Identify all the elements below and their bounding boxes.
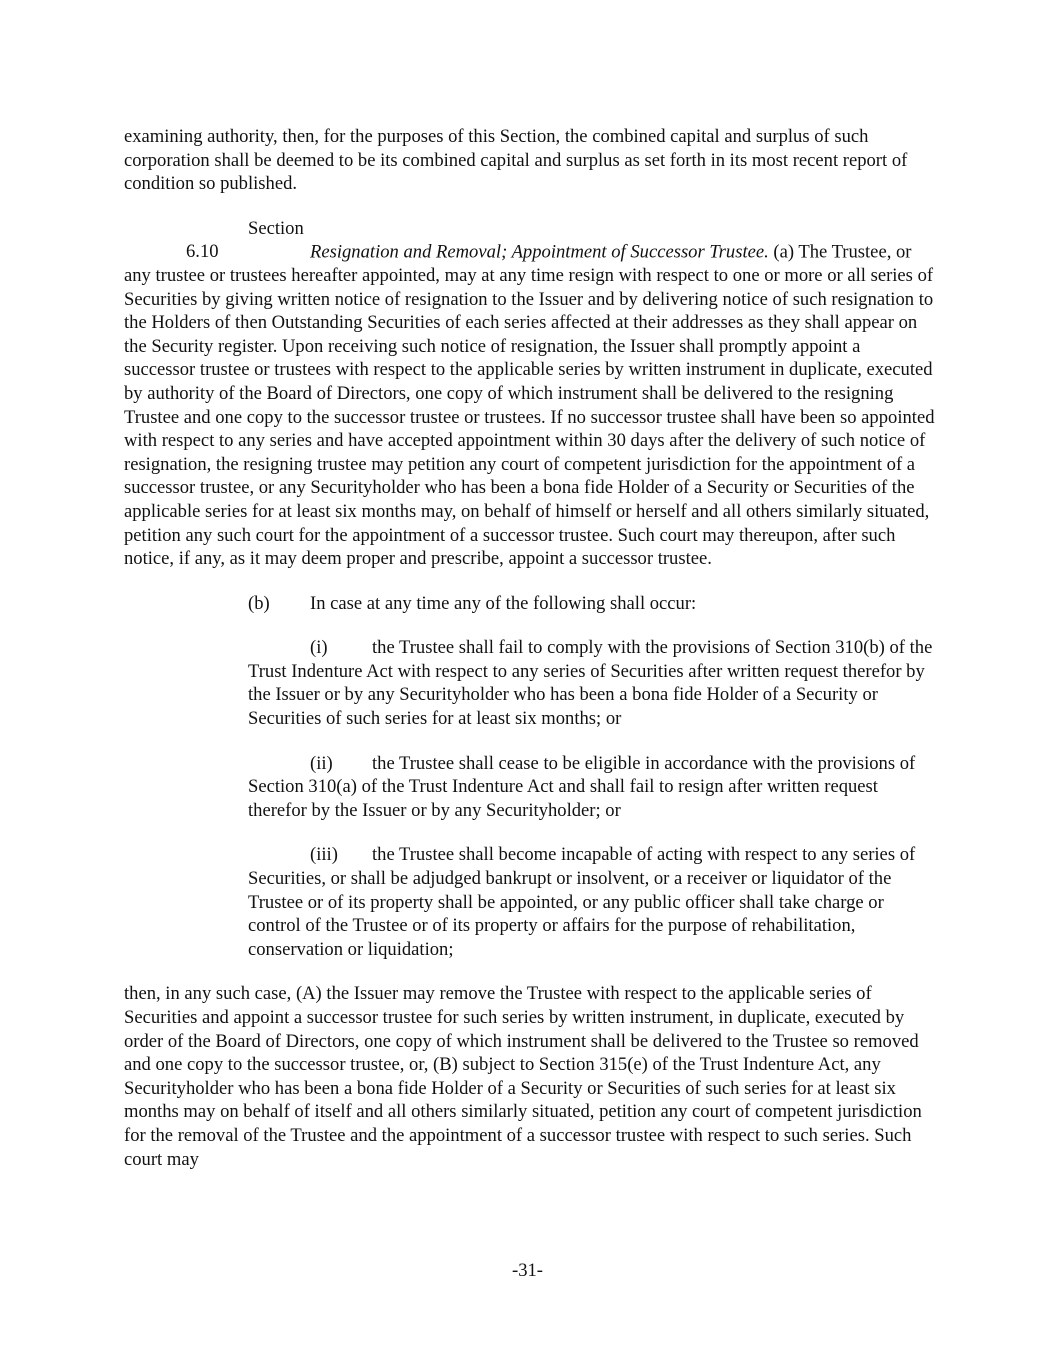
document-page xyxy=(124,125,935,1171)
paragraph-then: then, in any such case, (A) the Issuer may remove the Trustee with respect to the applicable series of Securities and appoint a successor trustee for such series by written instrument, in duplicate, executed by order of the Board of Directors, one copy of which instrument shall be delivered to the Trustee so removed and one copy to the successor trustee, or, (B) subject to Section 315(e) of the Trust Indenture Act, any Securityholder who has been a bona fide Holder of a Security or Securities of such series for at least six months may on behalf of itself and all others similarly situated, petition any court of competent jurisdiction for the removal of the Trustee and the appointment of a successor trustee with respect to such series. Such court may xyxy=(124,983,922,1170)
clause-iii-text: the Trustee shall become incapable of acting with respect to any series of Securities, or shall be adjudged bankrupt or insolvent, or a receiver or liquidator of the Trustee or of its property shall be appointed, or any public officer shall take charge or control of the Trustee or of its property or affairs for the purpose of rehabilitation, conservation or liquidation; xyxy=(248,844,916,960)
paragraph-intro: examining authority, then, for the purposes of this Section, the combined capital and surplus of such corporation shall be deemed to be its combined capital and surplus as set forth in its most recent report of condition so published. xyxy=(124,126,908,195)
clause-i-label: (i) xyxy=(310,637,328,659)
subsection-b-text: In case at any time any of the following shall occur: xyxy=(310,592,697,614)
section-title: Resignation and Removal; Appointment of Successor Trustee. xyxy=(310,241,769,263)
section-number: Section 6.10 xyxy=(186,217,304,263)
section-6-10-paragraph xyxy=(124,217,935,571)
clause-i xyxy=(248,636,935,730)
clause-iii xyxy=(248,843,935,961)
subsection-b-label: (b) xyxy=(248,592,270,614)
page-number: -31- xyxy=(512,1260,543,1281)
clause-iii-label: (iii) xyxy=(310,844,338,866)
clause-ii-label: (ii) xyxy=(310,752,333,774)
clause-ii xyxy=(248,752,935,823)
section-body: (a) The Trustee, or any trustee or trustees hereafter appointed, may at any time resign with respect to one or more or all series of Securities by giving written notice of resignation to the Issuer and by delivering notice of such resignation to the Holders of then Outstanding Securities of each series affected at their addresses as they shall appear on the Security register. Upon receiving such notice of resignation, the Issuer shall promptly appoint a successor trustee or trustees with respect to the applicable series by written instrument in duplicate, executed by authority of the Board of Directors, one copy of which instrument shall be delivered to the resigning Trustee and one copy to the successor trustee or trustees. If no successor trustee shall have been so appointed with respect to any series and have accepted appointment within 30 days after the delivery of such notice of resignation, the resigning trustee may petition any court of competent jurisdiction for the appointment of a successor trustee, or any Securityholder who has been a bona fide Holder of a Security or Securities of the applicable series for at least six months may, on behalf of himself or herself and all others similarly situated, petition any such court for the appointment of a successor trustee. Such court may thereupon, after such notice, if any, as it may deem proper and prescribe, appoint a successor trustee. xyxy=(124,241,935,570)
subsection-b xyxy=(248,592,935,616)
clause-i-text: the Trustee shall fail to comply with the provisions of Section 310(b) of the Trust Indenture Act with respect to any series of Securities after written request therefor by the Issuer or by any Securityholder who has been a bona fide Holder of a Security or Securities of such series for at least six months; or xyxy=(248,637,933,730)
clause-ii-text: the Trustee shall cease to be eligible in accordance with the provisions of Section 310(a) of the Trust Indenture Act and shall fail to resign after written request therefor by the Issuer or by any Securityholder; or xyxy=(248,752,916,821)
